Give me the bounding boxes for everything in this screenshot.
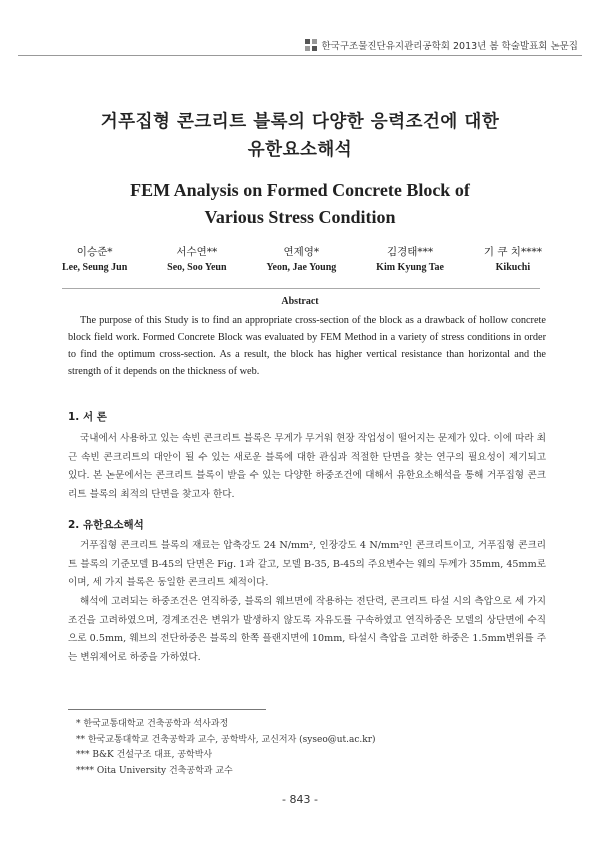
author-name-en: Lee, Seung Jun [62, 262, 128, 273]
author [376, 245, 444, 275]
author [167, 245, 226, 275]
footnote: ** 한국교통대학교 건축공학과 교수, 공학박사, 교신저자 (syseo@ut.ac.kr) [76, 734, 376, 745]
author-divider [62, 288, 540, 289]
footnote: * 한국교통대학교 건축공학과 석사과정 [76, 719, 229, 729]
footnote-divider [68, 709, 266, 710]
author-name-en: Yeon, Jae Young [266, 262, 337, 273]
author-name-en: Kikuchi [495, 262, 531, 273]
footnote: *** B&K 건설구조 대표, 공학박사 [76, 750, 213, 760]
author [266, 245, 336, 275]
author [62, 245, 127, 275]
author [484, 245, 542, 275]
korean-title-line2: 유한요소해석 [247, 140, 353, 160]
proceedings-title: 한국구조물진단유지관리공학회 2013년 봄 학술발표회 논문집 [321, 41, 578, 52]
korean-title-line1: 거푸집형 콘크리트 블록의 다양한 응력조건에 대한 [100, 112, 500, 132]
author-list [62, 245, 542, 275]
running-header [305, 38, 578, 52]
footnote: **** Oita University 건축공학과 교수 [76, 765, 233, 776]
english-title [0, 177, 600, 231]
korean-title [0, 108, 600, 164]
header-divider [18, 55, 582, 56]
footnotes [76, 717, 546, 779]
abstract-body: The purpose of this Study is to find an appropriate cross-section of the block as a drawback of hollow concrete block field work. Formed Concrete Block was evaluated by FEM Method in a variety of stress conditions in order to find the optimum cross-section. As a result, the block has higher vertical resistance than horizontal and the strength of it depends on the thickness of web. [68, 315, 546, 377]
fem-paragraph-2: 해석에 고려되는 하중조건은 연직하중, 블록의 웨브면에 작용하는 전단력, 콘크리트 타설 시의 측압으로 세 가지 조건을 고려하였으며, 경계조건은 변위가 발생하지 않도록 자유도를 구속하였고 연직하중은 모델의 상단면에 수직으로 0.5mm, 웨브의 전단하중은 블록의 한쪽 플랜지면에 10mm, 타설시 측압을 고려한 하중은 1.5mm변위를 주는 변위제어로 하중을 가하였다. [68, 596, 546, 663]
author-name-ko: 김경태*** [386, 246, 434, 258]
author-name-en: Seo, Soo Yeun [167, 262, 227, 273]
author-name-ko: 기 쿠 치**** [483, 246, 542, 258]
section-heading-fem: 2. 유한요소해석 [68, 519, 144, 531]
page-number: - 843 - [282, 793, 318, 806]
fem-paragraph-1: 거푸집형 콘크리트 블록의 재료는 압축강도 24 N/mm², 인장강도 4 N/mm²인 콘크리트이고, 거푸집형 콘크리트 블록의 기준모델 B-45의 단면은 Fig. 1과 같고, 모델 B-35, B-45의 주요변수는 웨의 두께가 35mm, 45mm로 이며, 세 가지 블록은 동일한 콘크리트 체적이다. [68, 540, 546, 588]
section-heading-introduction: 1. 서 론 [68, 411, 107, 423]
english-title-line2: Various Stress Condition [204, 207, 396, 227]
abstract-heading: Abstract [281, 296, 319, 307]
society-logo-icon [305, 39, 317, 51]
author-name-ko: 서수연** [176, 246, 218, 258]
english-title-line1: FEM Analysis on Formed Concrete Block of [130, 180, 470, 200]
author-name-en: Kim Kyung Tae [376, 262, 444, 273]
author-name-ko: 연제영* [283, 246, 320, 258]
author-name-ko: 이승준* [76, 246, 113, 258]
introduction-paragraph: 국내에서 사용하고 있는 속빈 콘크리트 블록은 무게가 무거워 현장 작업성이 떨어지는 문제가 있다. 이에 따라 최근 속빈 콘크리트의 대안이 될 수 있는 새로운 블록에 대한 관심과 적절한 단면을 찾는 연구의 필요성이 제기되고 있다. 본 논문에서는 콘크리트 블록이 받을 수 있는 다양한 하중조건에 대해서 유한요소해석을 통해 거푸집형 콘크리트 블록의 최적의 단면을 찾고자 한다. [68, 433, 546, 500]
